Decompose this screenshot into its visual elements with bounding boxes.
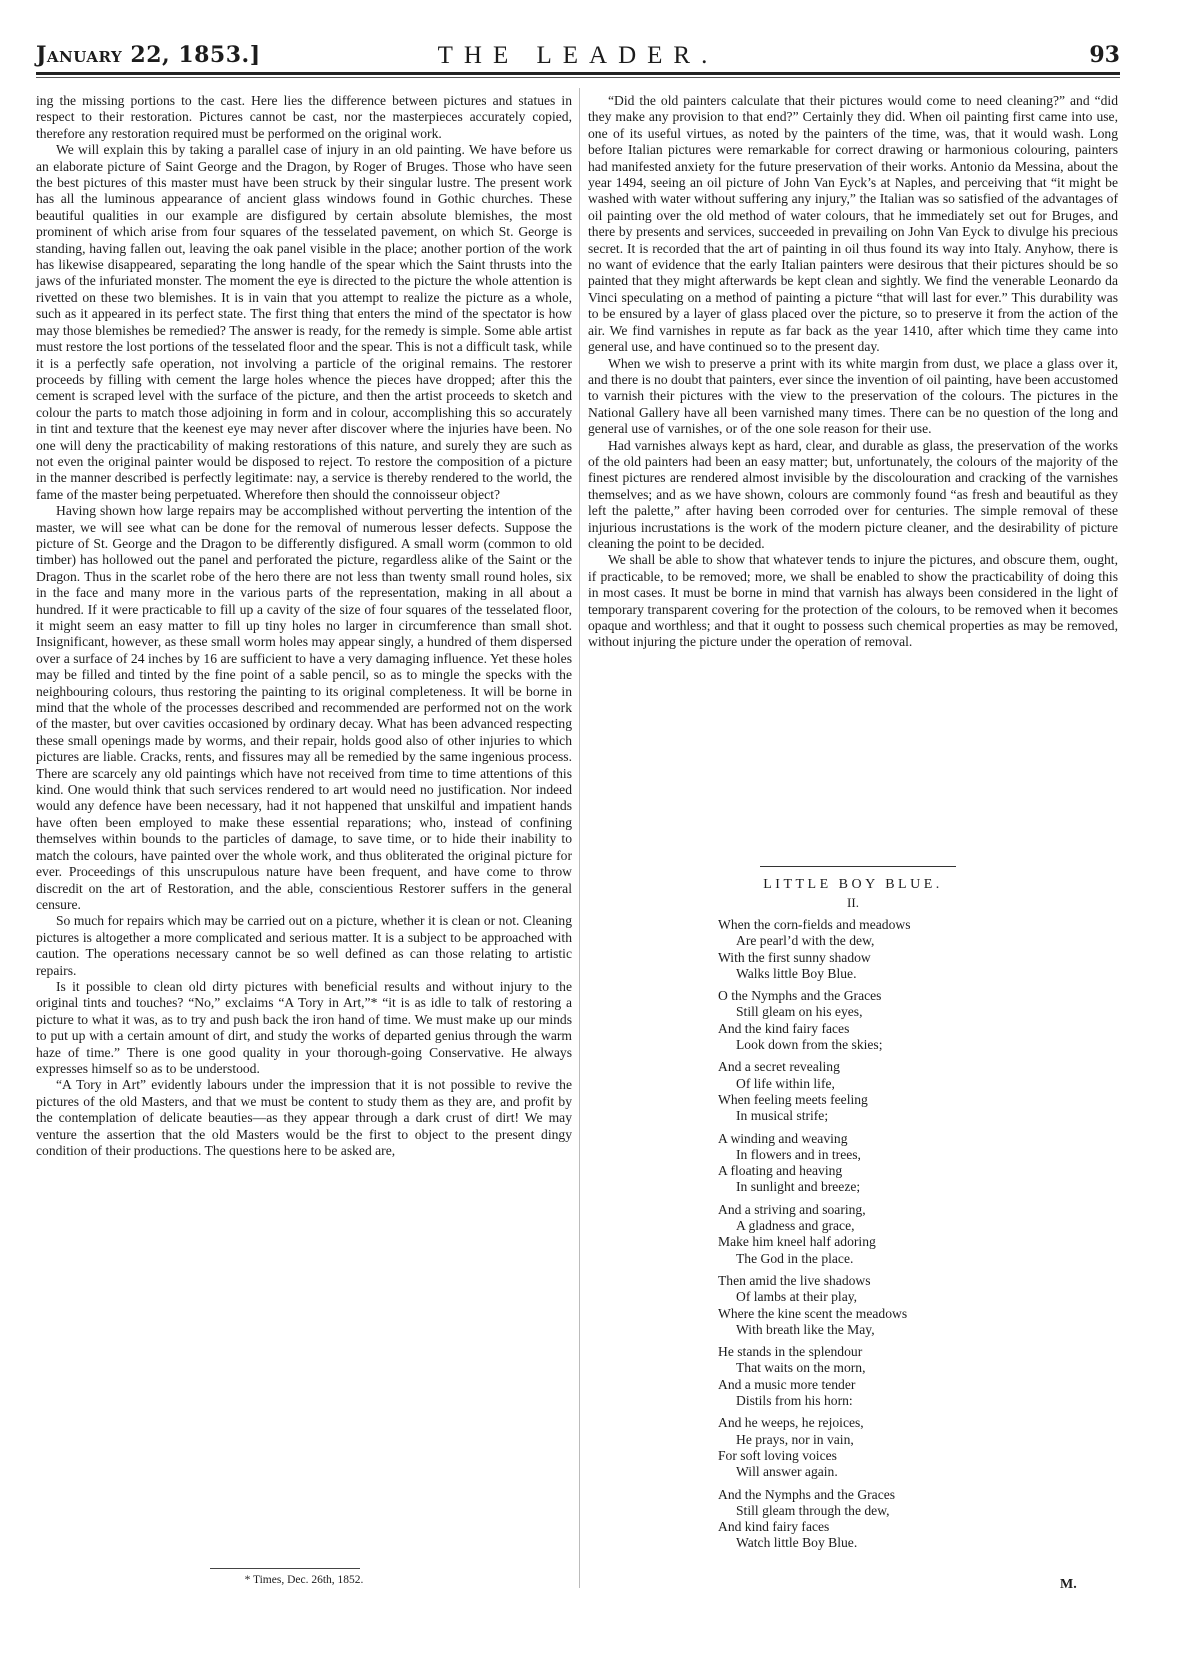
poem-line: A gladness and grace, xyxy=(736,1218,855,1234)
masthead-title: THE LEADER. xyxy=(437,42,719,69)
poem-line: Still gleam on his eyes, xyxy=(736,1004,863,1020)
paragraph: “Did the old painters calculate that their pictures would come to need cleaning?” and “did they make any provision to that end?” Certainly they did. When oil painting first came into use, one of its useful virtues, as noted by the painters of the time, was, that it would wash. Long before Italian pictures were remarkable for correct drawing or harmonious colouring, painters had manifested anxiety for the future preservation of their works. Antonio da Messina, about the year 1494, seeing an oil picture of John Van Eyck’s at Naples, and perceiving that “it might be washed with water without suffering any injury,” the Italian was so satisfied of the advantages of oil painting over the old method of water colours, that he immediately set out for Bruges, and there by presents and services, succeeded in prevailing on John Van Eyck to divulge his precious secret. It is recorded that the art of painting in oil thus found its way into Italy. Anyhow, there is no want of evidence that the early Italian painters were desirous that their pictures should be so painted that they might afterwards be kept clean and sightly. We find the venerable Leonardo da Vinci speculating on a method of painting a picture “that will last for ever.” This durability was to be ensured by a layer of glass placed over the picture, so to preserve it from the action of the air. We find varnishes in repute as far back as the year 1410, after which time they came into general use, and have continued so to the present day. xyxy=(588,93,1118,355)
poem-line: A winding and weaving xyxy=(718,1130,848,1146)
poem-line: That waits on the morn, xyxy=(736,1360,866,1376)
poem-line: When feeling meets feeling xyxy=(718,1091,868,1107)
poem-line: Of life within life, xyxy=(736,1075,835,1091)
header-rule xyxy=(36,72,1120,75)
poem-signature: M. xyxy=(1060,1577,1077,1592)
left-column xyxy=(36,93,572,1577)
page-number: 93 xyxy=(1089,42,1120,68)
poem-line: Will answer again. xyxy=(736,1464,838,1480)
poem-line: When the corn-fields and meadows xyxy=(718,917,911,932)
poem-line: He prays, nor in vain, xyxy=(736,1431,854,1447)
header-rule-thin xyxy=(36,77,1120,78)
poem-stanza xyxy=(718,917,1118,982)
paragraph: “A Tory in Art” evidently labours under the impression that it is not possible to revive the pictures of the old Masters, and that we must be content to study them as they are, and profit by the contemplation of delicate beauties—as they appear through a dark crust of dirt! We may venture the assertion that the old Masters would be the first to object to the present dingy condition of their productions. The questions here to be asked are, xyxy=(36,1077,572,1158)
poem-line: A floating and heaving xyxy=(718,1163,843,1179)
poem-line: And kind fairy faces xyxy=(718,1519,830,1535)
poem-stanza xyxy=(718,1273,1118,1338)
poem-separator xyxy=(760,866,956,867)
paragraph: When we wish to preserve a print with its white margin from dust, we place a glass over it, and there is no doubt that painters, ever since the invention of oil painting, have been accustomed to varnish their pictures with the view to the preservation of the colours. The pictures in the National Gallery have all been varnished many times. There can be no question of the long and general use of varnishes, or of the one sole reason for their use. xyxy=(588,355,1118,437)
poem-line: And a secret revealing xyxy=(718,1059,840,1075)
poem-line: Look down from the skies; xyxy=(736,1037,883,1053)
poem-line: In sunlight and breeze; xyxy=(736,1179,861,1195)
poem-part-number: II. xyxy=(847,895,859,910)
page-header xyxy=(36,42,1120,76)
poem-line: Distils from his horn: xyxy=(736,1393,853,1409)
poem-line: And a striving and soaring, xyxy=(718,1201,866,1217)
poem-line: Of lambs at their play, xyxy=(736,1289,858,1305)
paragraph: Having shown how large repairs may be accomplished without perverting the intention of the master, we will see what can be done for the removal of numerous lesser defects. Suppose the picture of St. George and the Dragon to be differently disfigured. A small worm (common to old timber) has hollowed out the panel and perforated the picture, regardless alike of the Saint or the Dragon. Thus in the scarlet robe of the hero there are not less than twenty small round holes, six in the face and many more in the various parts of the representation, making in all about a hundred. If it were practicable to fill up a cavity of the size of four squares of the tesselated floor, it might seem an easy matter to fill up tiny holes no larger in circumference than small shot. Insignificant, however, as these small worm holes may appear singly, a hundred of them dispersed over a surface of 24 inches by 16 are sufficient to have a very damaging influence. Yet these holes may be filled and tinted by the fine point of a sable pencil, so as to mingle the specks with the neighbouring colours, thus restoring the painting to its original completeness. It will be borne in mind that the whole of the processes described and recommended are performed not on the work of the master, but over cavities occasioned by ordinary decay. What has been advanced respecting these small openings made by worms, and their repair, holds good also of other injuries to which pictures are liable. Cracks, rents, and fissures may all be remedied by the same ingenious process. There are scarcely any old paintings which have not received from time to time attentions of this kind. One would think that such services rendered to art would need no justification. Nor indeed would any defence have been necessary, had it not happened that unskilful and impatient hands have often been employed to make these essential reparations; who, instead of confining themselves within bounds to the particles of damage, to save time, or to hide their inability to match the colours, have painted over the whole work, and thus obliterated the original picture for ever. Proceedings of this unscrupulous nature have been frequent, and have come to throw discredit on the art of Restoration, and the able, conscientious Restorer suffers in the general censure. xyxy=(36,503,572,912)
poem-stanza xyxy=(718,1344,1118,1409)
poem-line: For soft loving voices xyxy=(718,1447,837,1463)
poem-line: With breath like the May, xyxy=(736,1321,875,1337)
poem-stanza xyxy=(718,1131,1118,1196)
paragraph: So much for repairs which may be carried out on a picture, whether it is clean or not. Cleaning pictures is altogether a more complicated and serious matter. It is a subject to be approached with caution. The operations necessary cannot be so well defined as can those relating to artistic repairs. xyxy=(36,913,572,978)
paragraph: ing the missing portions to the cast. Here lies the difference between pictures and statues in respect to their restoration. Pictures cannot be cast, nor the masterpieces accurately copied, therefore any restoration required must be performed on the original work. xyxy=(36,93,572,141)
poem-line: And a music more tender xyxy=(718,1376,856,1392)
poem xyxy=(588,876,1118,1552)
poem-stanzas xyxy=(588,917,1118,1552)
poem-line: Where the kine scent the meadows xyxy=(718,1305,908,1321)
poem-line: Still gleam through the dew, xyxy=(736,1502,890,1518)
poem-line: Then amid the live shadows xyxy=(718,1272,871,1288)
poem-line: And the kind fairy faces xyxy=(718,1020,850,1036)
poem-line: And he weeps, he rejoices, xyxy=(718,1415,864,1431)
paragraph: We shall be able to show that whatever tends to injure the pictures, and obscure them, ought, if practicable, to be removed; more, we shall be enabled to show the practicability of doing this in most cases. It must be borne in mind that varnish has always been considered in the light of temporary transparent covering for the protection of the colours, to be removed when it becomes opaque and worthless; and that it ought to possess such chemical properties as may be removed, without injuring the picture under the operation of removal. xyxy=(588,552,1118,650)
footnote: * Times, Dec. 26th, 1852. xyxy=(244,1574,364,1586)
issue-date: January 22, 1853.] xyxy=(36,42,261,68)
poem-stanza xyxy=(718,1059,1118,1124)
poem-line: Walks little Boy Blue. xyxy=(736,965,857,981)
poem-line: Watch little Boy Blue. xyxy=(736,1535,858,1551)
footnote-rule xyxy=(210,1568,360,1569)
poem-line: In flowers and in trees, xyxy=(736,1146,861,1162)
poem-line: And the Nymphs and the Graces xyxy=(718,1486,896,1502)
poem-line: Are pearl’d with the dew, xyxy=(736,933,875,949)
poem-line: In musical strife; xyxy=(736,1108,829,1124)
paragraph: Had varnishes always kept as hard, clear, and durable as glass, the preservation of the works of the old painters had been an easy matter; but, unfortunately, the colours of the majority of the finest pictures are rendered almost invisible by the discolouration and cracking of the varnishes themselves; and as we have shown, colours are commonly found “as fresh and beautiful as they left the palette,” after having been corroded over for centuries. The simple removal of these injurious incrustations is the work of the modern picture cleaner, and the desirability of picture cleaning the point to be decided. xyxy=(588,437,1118,551)
poem-stanza xyxy=(718,1487,1118,1552)
poem-stanza xyxy=(718,1415,1118,1480)
poem-line: With the first sunny shadow xyxy=(718,949,871,965)
poem-title: LITTLE BOY BLUE. xyxy=(763,877,943,892)
poem-line: Make him kneel half adoring xyxy=(718,1234,876,1250)
poem-line: The God in the place. xyxy=(736,1250,854,1266)
paragraph: We will explain this by taking a parallel case of injury in an old painting. We have before us an elaborate picture of Saint George and the Dragon, by Roger of Bruges. Those who have seen the best pictures of this master must have been struck by their singular lustre. The present work has all the luminous appearance of ancient glass windows found in Gothic churches. These beautiful qualities in our example are disfigured by certain absolute blemishes, the most prominent of which arise from four squares of the tesselated pavement, on which St. George is standing, having fallen out, leaving the oak panel visible in the place; another portion of the work has likewise disappeared, separating the long handle of the spear which the Saint thrusts into the jaws of the infuriated monster. The moment the eye is directed to the picture the whole attention is rivetted on these two blemishes. It is in vain that you attempt to realize the picture as a whole, such as it appeared in its perfect state. The first thing that enters the mind of the spectator is how may those blemishes be remedied? The answer is ready, for the remedy is simple. Some able artist must restore the lost portions of the tesselated floor and the spear. This is not a difficult task, while it is a perfectly safe operation, not involving a particle of the original remains. The restorer proceeds by filling with cement the large holes whence the pieces have dropped; after this the cement is scraped level with the surface of the picture, and then the artist proceeds to sketch and colour the parts to match those adjoining in form and in colour, accomplishing this so accurately in tint and texture that the keenest eye may never after discover where the injuries have been. No one will deny the practicability of making restorations of this nature, and surely they are such as not even the original painter would be disposed to reject. To restore the composition of a picture in the manner described is perfectly legitimate: nay, a service is thereby rendered to the world, the fame of the master being perpetuated. Wherefore then should the connoisseur object? xyxy=(36,142,572,502)
poem-stanza xyxy=(718,1202,1118,1267)
poem-line: He stands in the splendour xyxy=(718,1344,863,1360)
poem-stanza xyxy=(718,988,1118,1053)
poem-line: O the Nymphs and the Graces xyxy=(718,988,882,1004)
paragraph: Is it possible to clean old dirty pictures with beneficial results and without injury to the original tints and touches? “No,” exclaims “A Tory in Art,”* “it is as idle to talk of restoring a picture to what it was, as to try and push back the iron hand of time. We must make up our minds to put up with a certain amount of dirt, and study the works of departed genius through the warm haze of time.” There is one good quality in your thorough-going Conservative. He always expresses himself so as to be understood. xyxy=(36,978,572,1076)
column-divider xyxy=(579,88,580,1588)
